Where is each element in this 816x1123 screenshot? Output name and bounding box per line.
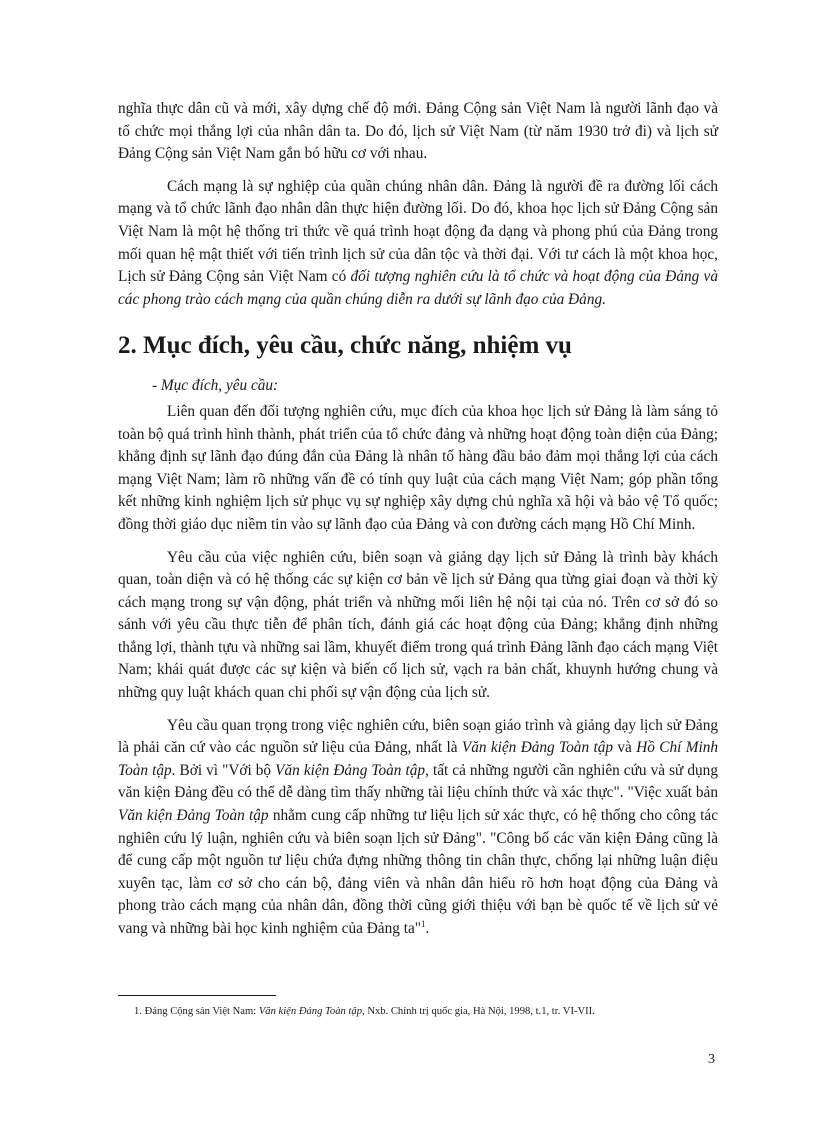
paragraph-requirements: Yêu cầu của việc nghiên cứu, biên soạn và giảng dạy lịch sử Đảng là trình bày khách quan, toàn diện và có hệ thống các sự kiện cơ bản về lịch sử Đảng qua từng giai đoạn và thời kỳ cách mạng trong sự vận động, phát triển và những mối liên hệ nội tại của nó. Trên cơ sở đó so sánh với yêu cầu thực tiễn để phân tích, đánh giá các hoạt động của Đảng; khẳng định những thắng lợi, thành tựu và những sai lầm, khuyết điểm trong quá trình Đảng lãnh đạo cách mạng Việt Nam; khái quát được các sự kiện và biến cố lịch sử, vạch ra bản chất, khuynh hướng chung và những quy luật khách quan chi phối sự vận động của lịch sử. [118, 548, 718, 702]
footnote-suffix: , Nxb. Chính trị quốc gia, Hà Nội, 1998, t.1, tr. VI-VII. [362, 1006, 595, 1017]
paragraph-revolution-text: Cách mạng là sự nghiệp của quần chúng nhân dân. Đảng là người đề ra đường lối cách mạng và tổ chức lãnh đạo nhân dân thực hiện đường lối. Do đó, khoa học lịch sử Đảng Cộng sản Việt Nam là một hệ thống tri thức về quá trình hoạt động đa dạng và phong phú của Đảng trong mối quan hệ mật thiết với tiến trình lịch sử của dân tộc và thời đại. Với tư cách là một khoa học, Lịch sử Đảng Cộng sản Việt Nam có [118, 177, 718, 286]
paragraph-continuation: nghĩa thực dân cũ và mới, xây dựng chế độ mới. Đảng Cộng sản Việt Nam là người lãnh đạo và tổ chức mọi thắng lợi của nhân dân ta. Do đó, lịch sử Việt Nam (từ năm 1930 trở đi) và lịch sử Đảng Cộng sản Việt Nam gắn bó hữu cơ với nhau. [118, 100, 718, 163]
paragraph-revolution-italic: đối tượng nghiên cứu là tổ chức và hoạt động của Đảng và các phong trào cách mạng của quần chúng diễn ra dưới sự lãnh đạo của Đảng. [118, 268, 718, 308]
paragraph-revolution [118, 176, 718, 312]
document-page [118, 98, 718, 941]
sources-text-1: Yêu cầu quan trọng trong việc nghiên cứu, biên soạn giáo trình và giảng dạy lịch sử Đảng là phải căn cứ vào các nguồn sử liệu của Đảng, nhất là [118, 716, 718, 757]
sources-title-3: Văn kiện Đảng Toàn tập [275, 761, 426, 779]
sources-text-4: , tất cả những người cần nghiên cứu và sử dụng văn kiện Đảng đều có thể dễ dàng tìm thấy những tài liệu chính thức và xác thực". "Việc xuất bản [118, 761, 718, 802]
sources-text-6: . [425, 920, 430, 937]
sources-text-2: và [613, 739, 637, 757]
sources-title-1: Văn kiện Đảng Toàn tập [461, 739, 614, 757]
footnote-title: Văn kiện Đảng Toàn tập [258, 1006, 363, 1017]
paragraph-purpose: Liên quan đến đối tượng nghiên cứu, mục đích của khoa học lịch sử Đảng là làm sáng tỏ toàn bộ quá trình hình thành, phát triển của tổ chức đảng và những hoạt động toàn diện của Đảng; khẳng định sự lãnh đạo đúng đắn của Đảng là nhân tố hàng đầu bảo đảm mọi thắng lợi của cách mạng Việt Nam; làm rõ những vấn đề có tính quy luật của cách mạng Việt Nam; góp phần tổng kết những kinh nghiệm lịch sử phục vụ sự nghiệp xây dựng chủ nghĩa xã hội và bảo vệ Tổ quốc; đồng thời giáo dục niềm tin vào sự lãnh đạo của Đảng và con đường cách mạng Hồ Chí Minh. [118, 402, 718, 533]
sources-title-4: Văn kiện Đảng Toàn tập [118, 807, 269, 825]
sources-title-2: Hồ Chí Minh Toàn tập [118, 739, 718, 779]
footnote-prefix: 1. Đảng Cộng sản Việt Nam: [134, 1006, 259, 1017]
sources-text-3: . Bởi vì "Với bộ [171, 761, 276, 779]
subsection-label: - Mục đích, yêu cầu: [152, 377, 279, 395]
section-heading: 2. Mục đích, yêu cầu, chức năng, nhiệm vụ [118, 332, 572, 360]
footnote-divider [118, 995, 276, 996]
page-number: 3 [708, 1052, 715, 1067]
footnote-reference[interactable]: 1 [420, 918, 426, 929]
sources-text-5: nhằm cung cấp những tư liệu lịch sử xác thực, có hệ thống cho công tác nghiên cứu lý luận, nghiên cứu và biên soạn lịch sử Đảng". "Công bố các văn kiện Đảng cũng là để cung cấp một nguồn tư liệu chứa đựng những thông tin chân thực, chống lại những luận điệu xuyên tạc, làm cơ sở cho cán bộ, đảng viên và nhân dân hiểu rõ hơn hoạt động của Đảng và phong trào cách mạng của nhân dân, đồng thời cũng giới thiệu với bạn bè quốc tế về lịch sử vẻ vang và những bài học kinh nghiệm của Đảng ta" [118, 807, 718, 937]
paragraph-sources [118, 715, 718, 941]
footnote [134, 1005, 724, 1019]
